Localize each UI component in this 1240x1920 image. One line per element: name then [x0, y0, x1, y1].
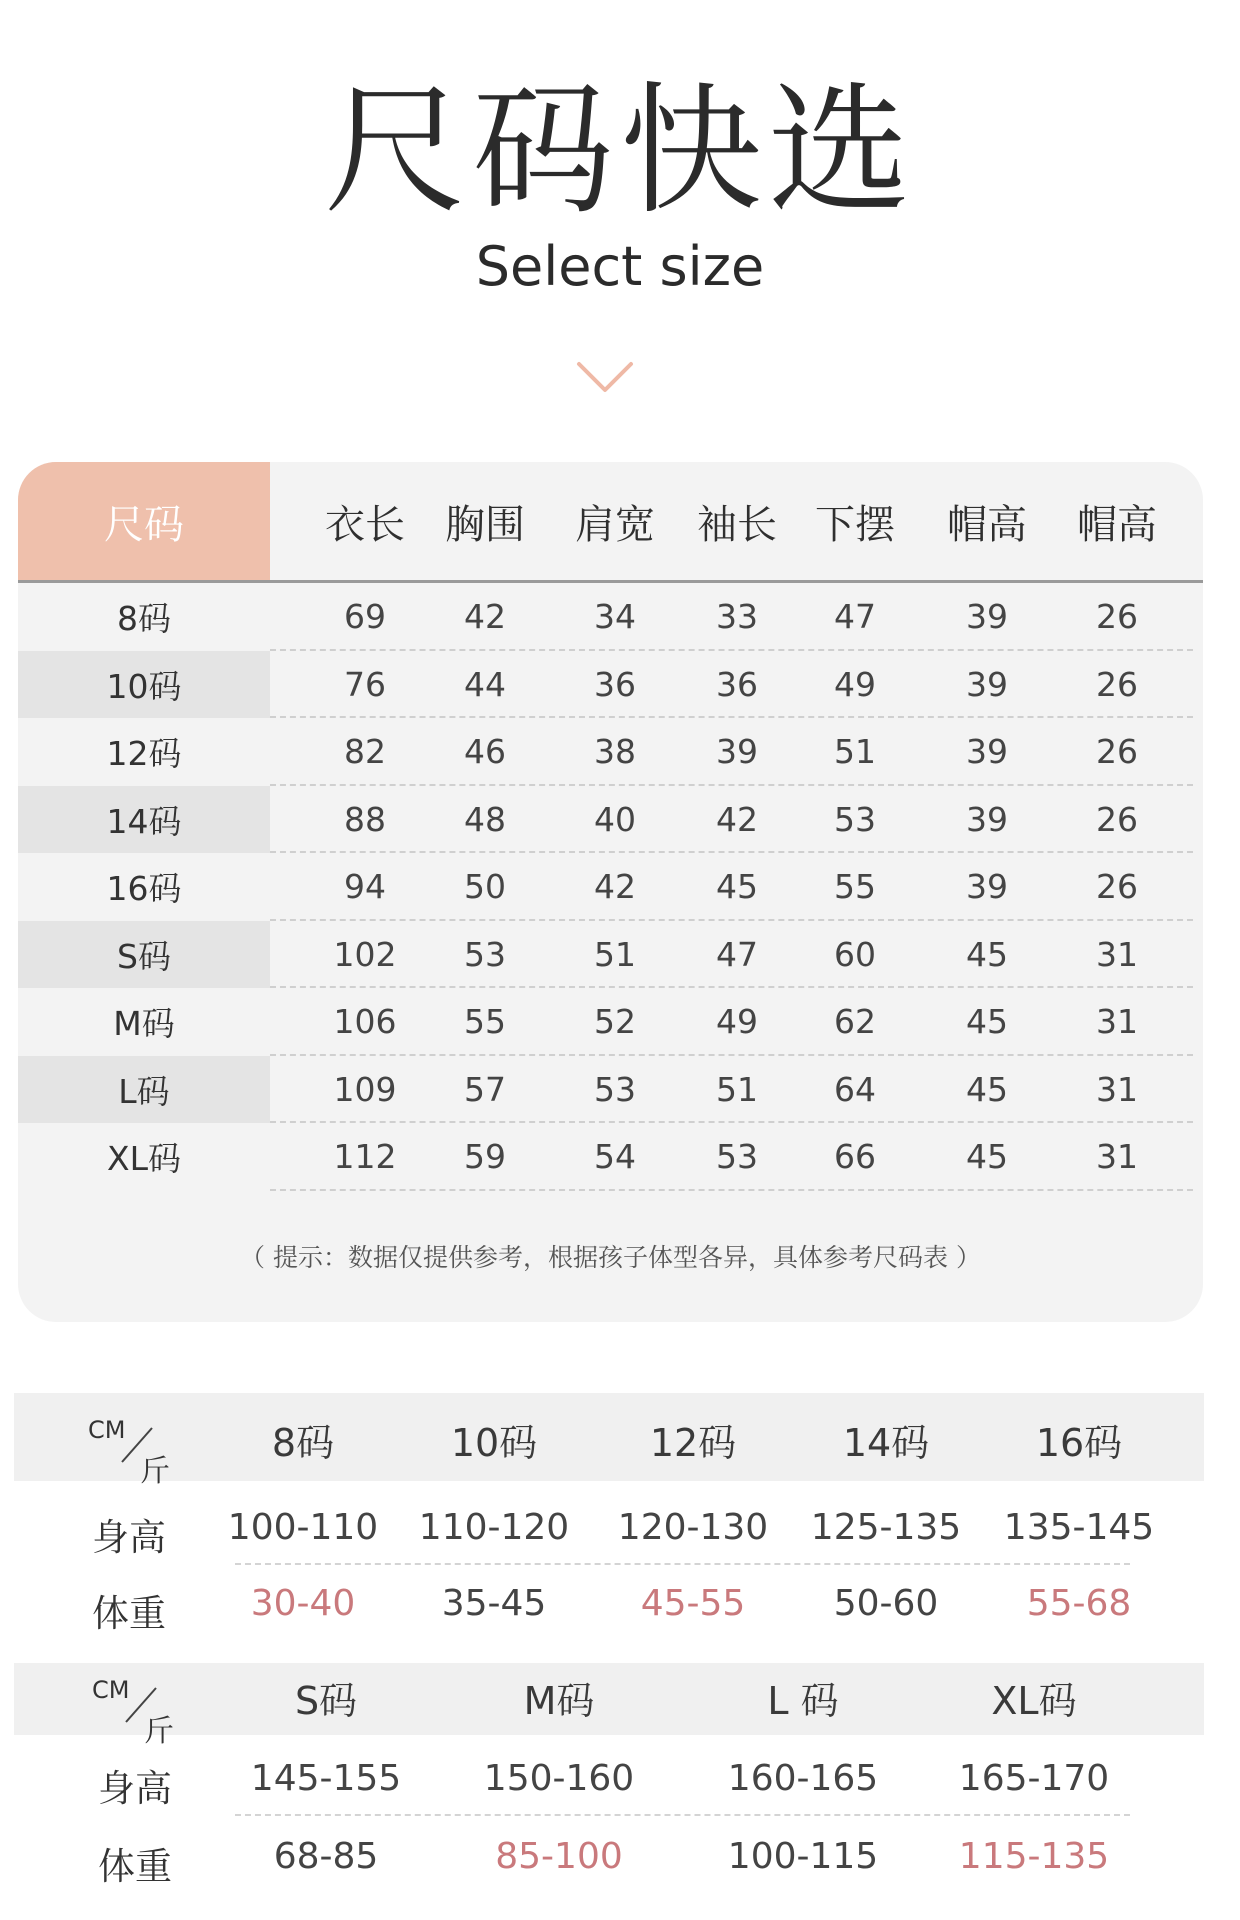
unit-label [88, 1410, 208, 1490]
table-cell: 42 [594, 867, 636, 907]
size-table [18, 462, 1203, 1322]
row-size-label: S码 [18, 921, 270, 989]
table-cell: 49 [834, 664, 876, 704]
table-cell: 88 [344, 799, 386, 839]
table-row [18, 853, 1203, 921]
table-row [18, 1123, 1203, 1191]
height-label: 身高 [92, 1516, 166, 1559]
table-cell: 39 [966, 799, 1008, 839]
table-cell: 39 [716, 732, 758, 772]
size-table-header [270, 462, 1203, 580]
row-size-label: 8码 [117, 599, 171, 639]
page-title: 尺码快选 [324, 69, 916, 234]
height-value: 110-120 [418, 1507, 570, 1548]
table-cell: 47 [716, 934, 758, 974]
row-size-label: M码 [113, 1004, 175, 1044]
unit-label [92, 1670, 212, 1750]
table-row [18, 988, 1203, 1056]
row-values [270, 583, 1203, 651]
table-cell: 94 [344, 867, 386, 907]
table-cell: 45 [966, 1069, 1008, 1109]
table-cell: 42 [464, 597, 506, 637]
row-divider [235, 1814, 1130, 1816]
table-cell: 31 [1096, 1002, 1138, 1042]
weight-value: 85-100 [495, 1836, 623, 1877]
column-header: 下摆 [815, 501, 895, 548]
size-column-header: 8码 [271, 1421, 335, 1465]
unit-cm: CM [92, 1676, 130, 1704]
table-cell: 52 [594, 1002, 636, 1042]
table-cell: 54 [594, 1137, 636, 1177]
weight-value: 68-85 [273, 1836, 379, 1877]
table-cell: 48 [464, 799, 506, 839]
row-values [270, 1123, 1203, 1191]
size-column-header: XL码 [991, 1679, 1077, 1723]
table-cell: 36 [594, 664, 636, 704]
height-value: 150-160 [483, 1758, 635, 1799]
row-size-label: L码 [18, 1056, 270, 1124]
table-cell: 60 [834, 934, 876, 974]
column-header: 衣长 [325, 501, 405, 548]
table-cell: 45 [966, 1137, 1008, 1177]
table-cell: 26 [1096, 867, 1138, 907]
row-values [270, 1056, 1203, 1124]
table-cell: 39 [966, 664, 1008, 704]
height-label: 身高 [98, 1767, 172, 1810]
table-cell: 76 [344, 664, 386, 704]
table-cell: 39 [966, 867, 1008, 907]
table-cell: 51 [834, 732, 876, 772]
table-cell: 66 [834, 1137, 876, 1177]
weight-value: 45-55 [640, 1583, 746, 1624]
size-table-body [18, 583, 1203, 1191]
weight-value: 55-68 [1026, 1583, 1132, 1624]
row-values [270, 853, 1203, 921]
row-size-label: 10码 [18, 651, 270, 719]
size-column-header: 14码 [842, 1421, 930, 1465]
table-cell: 109 [333, 1069, 397, 1109]
table-row [18, 651, 1203, 719]
table-cell: 59 [464, 1137, 506, 1177]
row-size-label: XL码 [107, 1139, 181, 1179]
size-header-cell: 尺码 [18, 462, 270, 580]
row-values [270, 651, 1203, 719]
table-cell: 38 [594, 732, 636, 772]
row-values [270, 921, 1203, 989]
row-divider [235, 1563, 1130, 1565]
weight-value: 115-135 [958, 1836, 1110, 1877]
column-header: 帽高 [947, 501, 1027, 548]
row-values [270, 988, 1203, 1056]
table-cell: 50 [464, 867, 506, 907]
table-cell: 102 [333, 934, 397, 974]
table-cell: 31 [1096, 1137, 1138, 1177]
height-value: 125-135 [810, 1507, 962, 1548]
weight-value: 35-45 [441, 1583, 547, 1624]
table-cell: 45 [966, 934, 1008, 974]
table-cell: 26 [1096, 732, 1138, 772]
size-column-header: 10码 [450, 1421, 538, 1465]
table-cell: 44 [464, 664, 506, 704]
size-column-header: M码 [523, 1679, 595, 1723]
table-cell: 26 [1096, 664, 1138, 704]
table-cell: 53 [834, 799, 876, 839]
height-value: 120-130 [617, 1507, 769, 1548]
row-values [270, 786, 1203, 854]
table-row [18, 718, 1203, 786]
table-cell: 82 [344, 732, 386, 772]
height-value: 100-110 [227, 1507, 379, 1548]
table-row [18, 583, 1203, 651]
chevron-down-icon [575, 358, 635, 398]
column-header: 胸围 [445, 501, 525, 548]
page-subtitle: Select size [475, 235, 765, 298]
column-header: 帽高 [1077, 501, 1157, 548]
size-column-header: 16码 [1035, 1421, 1123, 1465]
table-cell: 46 [464, 732, 506, 772]
height-value: 145-155 [250, 1758, 402, 1799]
table-cell: 26 [1096, 799, 1138, 839]
row-size-label: 16码 [106, 869, 182, 909]
unit-jin: 斤 [140, 1454, 170, 1489]
table-cell: 112 [333, 1137, 397, 1177]
table-cell: 62 [834, 1002, 876, 1042]
table-cell: 39 [966, 732, 1008, 772]
table-cell: 53 [594, 1069, 636, 1109]
size-column-header: L 码 [767, 1679, 839, 1723]
table-cell: 26 [1096, 597, 1138, 637]
size-note: （ 提示：数据仅提供参考，根据孩子体型各异，具体参考尺码表 ） [240, 1243, 981, 1272]
row-divider [270, 1189, 1193, 1191]
table-cell: 45 [966, 1002, 1008, 1042]
column-header: 袖长 [697, 501, 777, 548]
table-row [18, 1056, 1203, 1124]
table-cell: 55 [464, 1002, 506, 1042]
table-cell: 57 [464, 1069, 506, 1109]
table-cell: 106 [333, 1002, 397, 1042]
table-row [18, 921, 1203, 989]
height-value: 160-165 [727, 1758, 879, 1799]
table-cell: 39 [966, 597, 1008, 637]
height-value: 135-145 [1003, 1507, 1155, 1548]
table-cell: 33 [716, 597, 758, 637]
table-cell: 51 [716, 1069, 758, 1109]
height-value: 165-170 [958, 1758, 1110, 1799]
table-row [18, 786, 1203, 854]
weight-label: 体重 [98, 1845, 172, 1888]
weight-label: 体重 [92, 1592, 166, 1635]
table-cell: 53 [464, 934, 506, 974]
table-cell: 31 [1096, 934, 1138, 974]
weight-value: 100-115 [727, 1836, 879, 1877]
row-size-label: 12码 [106, 734, 182, 774]
table-cell: 47 [834, 597, 876, 637]
table-cell: 42 [716, 799, 758, 839]
table-cell: 31 [1096, 1069, 1138, 1109]
table-cell: 55 [834, 867, 876, 907]
weight-value: 50-60 [833, 1583, 939, 1624]
row-values [270, 718, 1203, 786]
unit-cm: CM [88, 1416, 126, 1444]
size-column-header: S码 [294, 1679, 358, 1723]
size-column-header: 12码 [649, 1421, 737, 1465]
column-header: 肩宽 [575, 501, 655, 548]
unit-jin: 斤 [144, 1714, 174, 1749]
table-cell: 40 [594, 799, 636, 839]
weight-value: 30-40 [250, 1583, 356, 1624]
table-cell: 36 [716, 664, 758, 704]
table-cell: 64 [834, 1069, 876, 1109]
table-cell: 69 [344, 597, 386, 637]
table-cell: 45 [716, 867, 758, 907]
table-cell: 34 [594, 597, 636, 637]
table-cell: 53 [716, 1137, 758, 1177]
table-cell: 49 [716, 1002, 758, 1042]
row-size-label: 14码 [18, 786, 270, 854]
table-cell: 51 [594, 934, 636, 974]
